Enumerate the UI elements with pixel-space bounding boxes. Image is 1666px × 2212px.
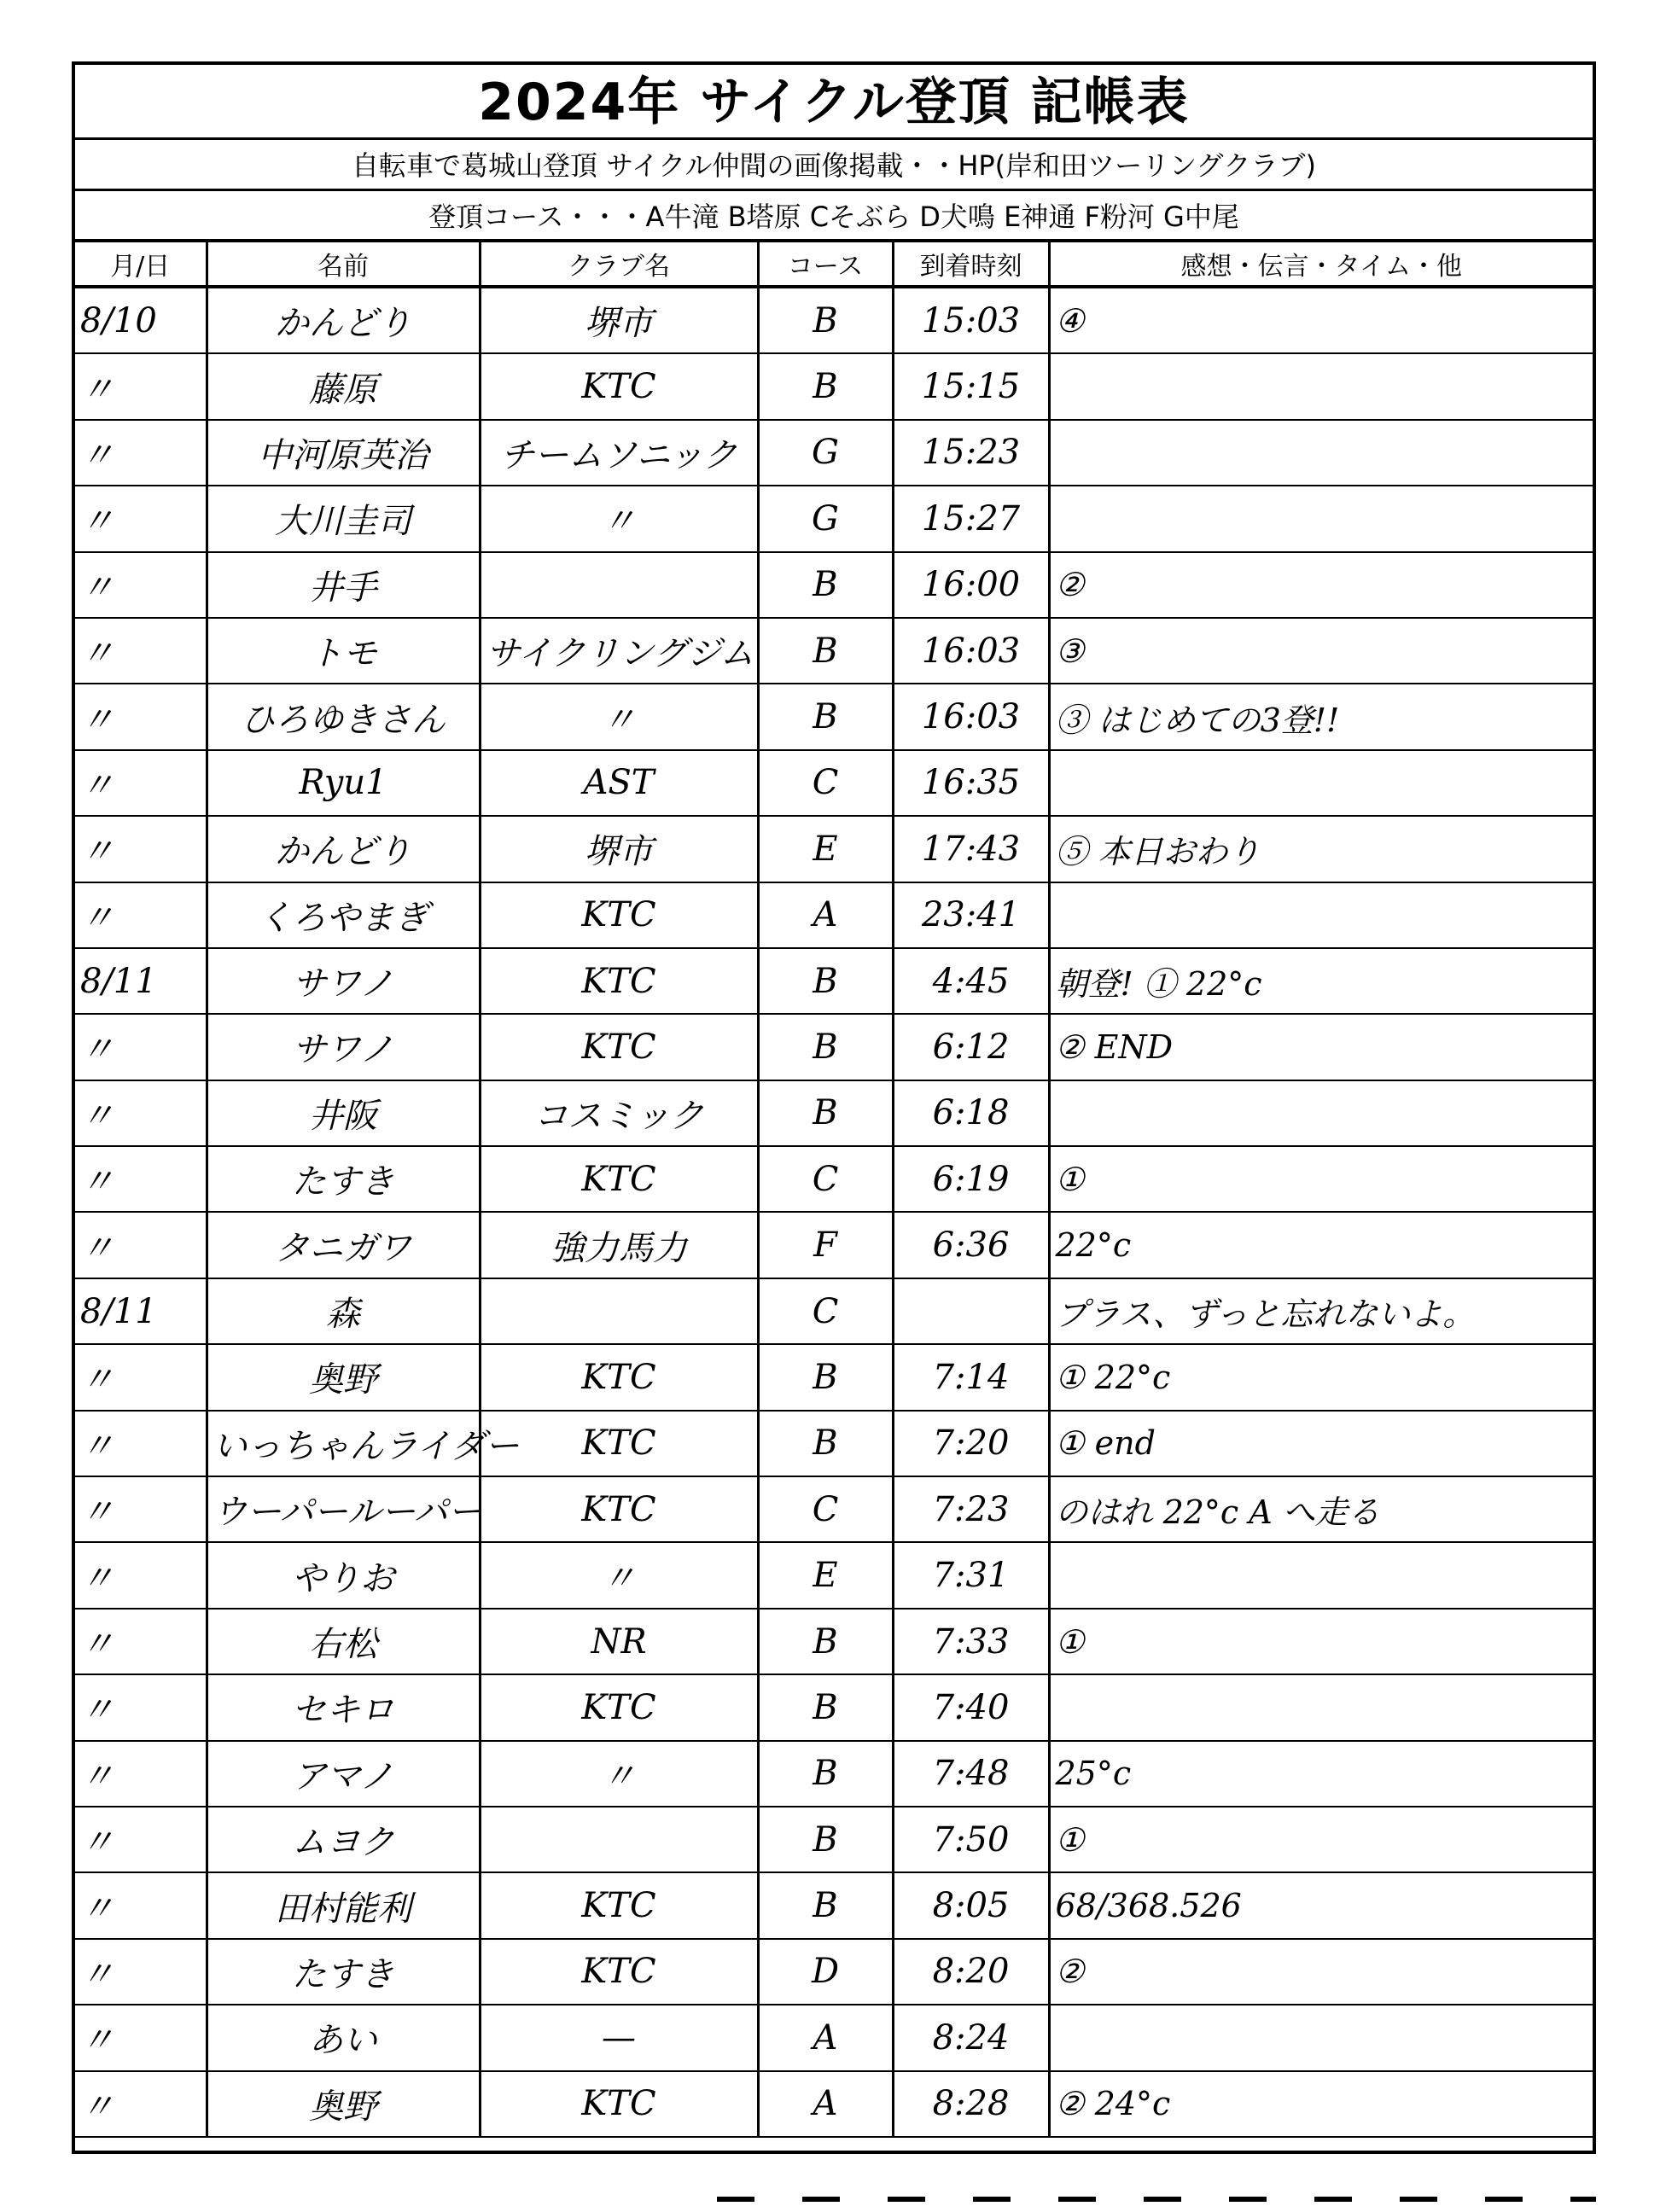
name-cell: たすき: [207, 1939, 480, 2005]
name-cell: ひろゆきさん: [207, 684, 480, 749]
arrival-time-cell: 6:18: [893, 1080, 1049, 1146]
column-header-arrival-time: 到着時刻: [893, 242, 1049, 287]
name-cell: あい: [207, 2005, 480, 2070]
note-cell: 68/368.526: [1049, 1872, 1593, 1938]
table-row: [75, 1146, 1593, 1212]
table-row: [75, 1939, 1593, 2005]
arrival-time-cell: 7:40: [893, 1674, 1049, 1740]
note-cell: [1049, 1542, 1593, 1608]
date-cell: 8/11: [75, 948, 207, 1014]
course-cell: B: [758, 684, 893, 749]
course-cell: D: [758, 1939, 893, 2005]
date-cell: 〃: [75, 1609, 207, 1674]
course-cell: B: [758, 948, 893, 1014]
club-cell: [480, 552, 758, 618]
arrival-time-cell: 7:31: [893, 1542, 1049, 1608]
arrival-time-cell: 17:43: [893, 816, 1049, 882]
table-row: [75, 486, 1593, 551]
name-cell: やりお: [207, 1542, 480, 1608]
date-cell: 〃: [75, 420, 207, 486]
date-cell: 〃: [75, 1476, 207, 1542]
date-cell: 〃: [75, 1741, 207, 1807]
note-cell: [1049, 1674, 1593, 1740]
name-cell: 大川圭司: [207, 486, 480, 551]
club-cell: NR: [480, 1609, 758, 1674]
note-cell: ① end: [1049, 1411, 1593, 1476]
date-cell: 〃: [75, 552, 207, 618]
name-cell: かんどり: [207, 287, 480, 353]
note-cell: ⑤ 本日おわり: [1049, 816, 1593, 882]
arrival-time-cell: 6:36: [893, 1212, 1049, 1278]
arrival-time-cell: 6:12: [893, 1014, 1049, 1080]
date-cell: 〃: [75, 1411, 207, 1476]
club-cell: 堺市: [480, 816, 758, 882]
name-cell: くろやまぎ: [207, 882, 480, 948]
name-cell: 中河原英治: [207, 420, 480, 486]
column-header-notes: 感想・伝言・タイム・他: [1049, 242, 1593, 287]
club-cell: KTC: [480, 2071, 758, 2137]
arrival-time-cell: 16:00: [893, 552, 1049, 618]
table-row: [75, 1278, 1593, 1344]
table-row: [75, 816, 1593, 882]
table-row: [75, 882, 1593, 948]
date-cell: 8/11: [75, 1278, 207, 1344]
name-cell: サワノ: [207, 948, 480, 1014]
course-cell: A: [758, 2005, 893, 2070]
name-cell: かんどり: [207, 816, 480, 882]
course-cell: F: [758, 1212, 893, 1278]
date-cell: 〃: [75, 1939, 207, 2005]
arrival-time-cell: 15:15: [893, 353, 1049, 419]
club-cell: サイクリングジム: [480, 618, 758, 684]
note-cell: ②: [1049, 552, 1593, 618]
course-cell: A: [758, 882, 893, 948]
note-cell: ①: [1049, 1807, 1593, 1872]
page-subtitle: 自転車で葛城山登頂 サイクル仲間の画像掲載・・HP(岸和田ツーリングクラブ): [75, 140, 1593, 191]
log-table: [75, 242, 1593, 2138]
date-cell: 〃: [75, 1807, 207, 1872]
name-cell: 奥野: [207, 2071, 480, 2137]
name-cell: たすき: [207, 1146, 480, 1212]
date-cell: 〃: [75, 1344, 207, 1410]
arrival-time-cell: 15:27: [893, 486, 1049, 551]
club-cell: 〃: [480, 1542, 758, 1608]
table-row: [75, 1212, 1593, 1278]
course-cell: B: [758, 1080, 893, 1146]
club-cell: KTC: [480, 882, 758, 948]
club-cell: 堺市: [480, 287, 758, 353]
table-row: [75, 1411, 1593, 1476]
date-cell: 〃: [75, 353, 207, 419]
club-cell: KTC: [480, 1476, 758, 1542]
table-row: [75, 1674, 1593, 1740]
name-cell: トモ: [207, 618, 480, 684]
club-cell: [480, 1278, 758, 1344]
course-cell: G: [758, 486, 893, 551]
course-cell: B: [758, 1741, 893, 1807]
name-cell: 田村能利: [207, 1872, 480, 1938]
name-cell: いっちゃんライダー: [207, 1411, 480, 1476]
name-cell: ムヨク: [207, 1807, 480, 1872]
arrival-time-cell: 8:24: [893, 2005, 1049, 2070]
footer-dash-line: [717, 2197, 1596, 2202]
name-cell: サワノ: [207, 1014, 480, 1080]
date-cell: 〃: [75, 750, 207, 816]
column-header-club: クラブ名: [480, 242, 758, 287]
club-cell: 強力馬力: [480, 1212, 758, 1278]
note-cell: ③ はじめての3登!!: [1049, 684, 1593, 749]
name-cell: ウーパールーパー: [207, 1476, 480, 1542]
note-cell: [1049, 882, 1593, 948]
club-cell: KTC: [480, 353, 758, 419]
note-cell: [1049, 353, 1593, 419]
date-cell: 〃: [75, 2005, 207, 2070]
note-cell: ③: [1049, 618, 1593, 684]
course-cell: B: [758, 1014, 893, 1080]
name-cell: 森: [207, 1278, 480, 1344]
arrival-time-cell: 7:20: [893, 1411, 1049, 1476]
table-row: [75, 1807, 1593, 1872]
arrival-time-cell: 15:23: [893, 420, 1049, 486]
table-row: [75, 1872, 1593, 1938]
arrival-time-cell: 16:03: [893, 618, 1049, 684]
table-row: [75, 1014, 1593, 1080]
note-cell: [1049, 750, 1593, 816]
column-header-name: 名前: [207, 242, 480, 287]
course-cell: B: [758, 1344, 893, 1410]
table-row: [75, 1609, 1593, 1674]
page-title: 2024年 サイクル登頂 記帳表: [75, 65, 1593, 140]
table-row: [75, 287, 1593, 353]
club-cell: コスミック: [480, 1080, 758, 1146]
club-cell: —: [480, 2005, 758, 2070]
arrival-time-cell: 23:41: [893, 882, 1049, 948]
course-cell: B: [758, 353, 893, 419]
note-cell: [1049, 486, 1593, 551]
arrival-time-cell: 8:28: [893, 2071, 1049, 2137]
note-cell: ④: [1049, 287, 1593, 353]
arrival-time-cell: 4:45: [893, 948, 1049, 1014]
note-cell: 25°c: [1049, 1741, 1593, 1807]
course-cell: C: [758, 1146, 893, 1212]
course-cell: E: [758, 816, 893, 882]
note-cell: ② 24°c: [1049, 2071, 1593, 2137]
arrival-time-cell: 16:03: [893, 684, 1049, 749]
note-cell: プラス、ずっと忘れないよ。: [1049, 1278, 1593, 1344]
arrival-time-cell: 7:33: [893, 1609, 1049, 1674]
date-cell: 〃: [75, 816, 207, 882]
date-cell: 〃: [75, 1014, 207, 1080]
arrival-time-cell: 7:48: [893, 1741, 1049, 1807]
arrival-time-cell: 6:19: [893, 1146, 1049, 1212]
name-cell: 右松: [207, 1609, 480, 1674]
arrival-time-cell: 15:03: [893, 287, 1049, 353]
log-sheet: [72, 61, 1596, 2154]
note-cell: 22°c: [1049, 1212, 1593, 1278]
table-row: [75, 1741, 1593, 1807]
table-body: [75, 287, 1593, 2137]
date-cell: 〃: [75, 618, 207, 684]
name-cell: 井阪: [207, 1080, 480, 1146]
table-row: [75, 552, 1593, 618]
date-cell: 〃: [75, 684, 207, 749]
course-cell: G: [758, 420, 893, 486]
table-row: [75, 1476, 1593, 1542]
course-cell: B: [758, 618, 893, 684]
club-cell: KTC: [480, 1146, 758, 1212]
arrival-time-cell: [893, 1278, 1049, 1344]
course-cell: B: [758, 552, 893, 618]
note-cell: ① 22°c: [1049, 1344, 1593, 1410]
club-cell: KTC: [480, 1674, 758, 1740]
club-cell: [480, 1807, 758, 1872]
date-cell: 〃: [75, 1212, 207, 1278]
course-cell: C: [758, 1476, 893, 1542]
club-cell: KTC: [480, 948, 758, 1014]
column-header-course: コース: [758, 242, 893, 287]
date-cell: 〃: [75, 486, 207, 551]
name-cell: タニガワ: [207, 1212, 480, 1278]
note-cell: ② END: [1049, 1014, 1593, 1080]
course-cell: B: [758, 1411, 893, 1476]
arrival-time-cell: 8:20: [893, 1939, 1049, 2005]
note-cell: のはれ 22°c A へ走る: [1049, 1476, 1593, 1542]
course-cell: B: [758, 1807, 893, 1872]
club-cell: KTC: [480, 1344, 758, 1410]
note-cell: [1049, 420, 1593, 486]
name-cell: Ryu1: [207, 750, 480, 816]
course-cell: C: [758, 750, 893, 816]
date-cell: 〃: [75, 2071, 207, 2137]
note-cell: [1049, 2005, 1593, 2070]
arrival-time-cell: 7:23: [893, 1476, 1049, 1542]
course-legend: 登頂コース・・・A牛滝 B塔原 Cそぶら D犬鳴 E神通 F粉河 G中尾: [75, 191, 1593, 242]
table-row: [75, 948, 1593, 1014]
note-cell: ②: [1049, 1939, 1593, 2005]
table-header-row: [75, 242, 1593, 287]
note-cell: ①: [1049, 1609, 1593, 1674]
course-cell: B: [758, 1872, 893, 1938]
club-cell: チームソニック: [480, 420, 758, 486]
note-cell: [1049, 1080, 1593, 1146]
table-row: [75, 1344, 1593, 1410]
column-header-date: 月/日: [75, 242, 207, 287]
table-row: [75, 684, 1593, 749]
table-row: [75, 420, 1593, 486]
table-row: [75, 353, 1593, 419]
course-cell: B: [758, 1674, 893, 1740]
name-cell: セキロ: [207, 1674, 480, 1740]
arrival-time-cell: 16:35: [893, 750, 1049, 816]
arrival-time-cell: 7:14: [893, 1344, 1049, 1410]
arrival-time-cell: 7:50: [893, 1807, 1049, 1872]
club-cell: AST: [480, 750, 758, 816]
club-cell: KTC: [480, 1411, 758, 1476]
course-cell: A: [758, 2071, 893, 2137]
course-cell: C: [758, 1278, 893, 1344]
date-cell: 〃: [75, 1146, 207, 1212]
club-cell: KTC: [480, 1939, 758, 2005]
table-row: [75, 618, 1593, 684]
club-cell: KTC: [480, 1014, 758, 1080]
table-row: [75, 2005, 1593, 2070]
table-row: [75, 750, 1593, 816]
course-cell: B: [758, 287, 893, 353]
table-row: [75, 1080, 1593, 1146]
course-cell: E: [758, 1542, 893, 1608]
course-cell: B: [758, 1609, 893, 1674]
name-cell: 奥野: [207, 1344, 480, 1410]
name-cell: アマノ: [207, 1741, 480, 1807]
name-cell: 藤原: [207, 353, 480, 419]
date-cell: 8/10: [75, 287, 207, 353]
note-cell: 朝登! ① 22°c: [1049, 948, 1593, 1014]
date-cell: 〃: [75, 1872, 207, 1938]
club-cell: KTC: [480, 1872, 758, 1938]
date-cell: 〃: [75, 1542, 207, 1608]
club-cell: 〃: [480, 486, 758, 551]
date-cell: 〃: [75, 882, 207, 948]
club-cell: 〃: [480, 684, 758, 749]
name-cell: 井手: [207, 552, 480, 618]
note-cell: ①: [1049, 1146, 1593, 1212]
date-cell: 〃: [75, 1080, 207, 1146]
date-cell: 〃: [75, 1674, 207, 1740]
table-row: [75, 1542, 1593, 1608]
table-row: [75, 2071, 1593, 2137]
arrival-time-cell: 8:05: [893, 1872, 1049, 1938]
club-cell: 〃: [480, 1741, 758, 1807]
